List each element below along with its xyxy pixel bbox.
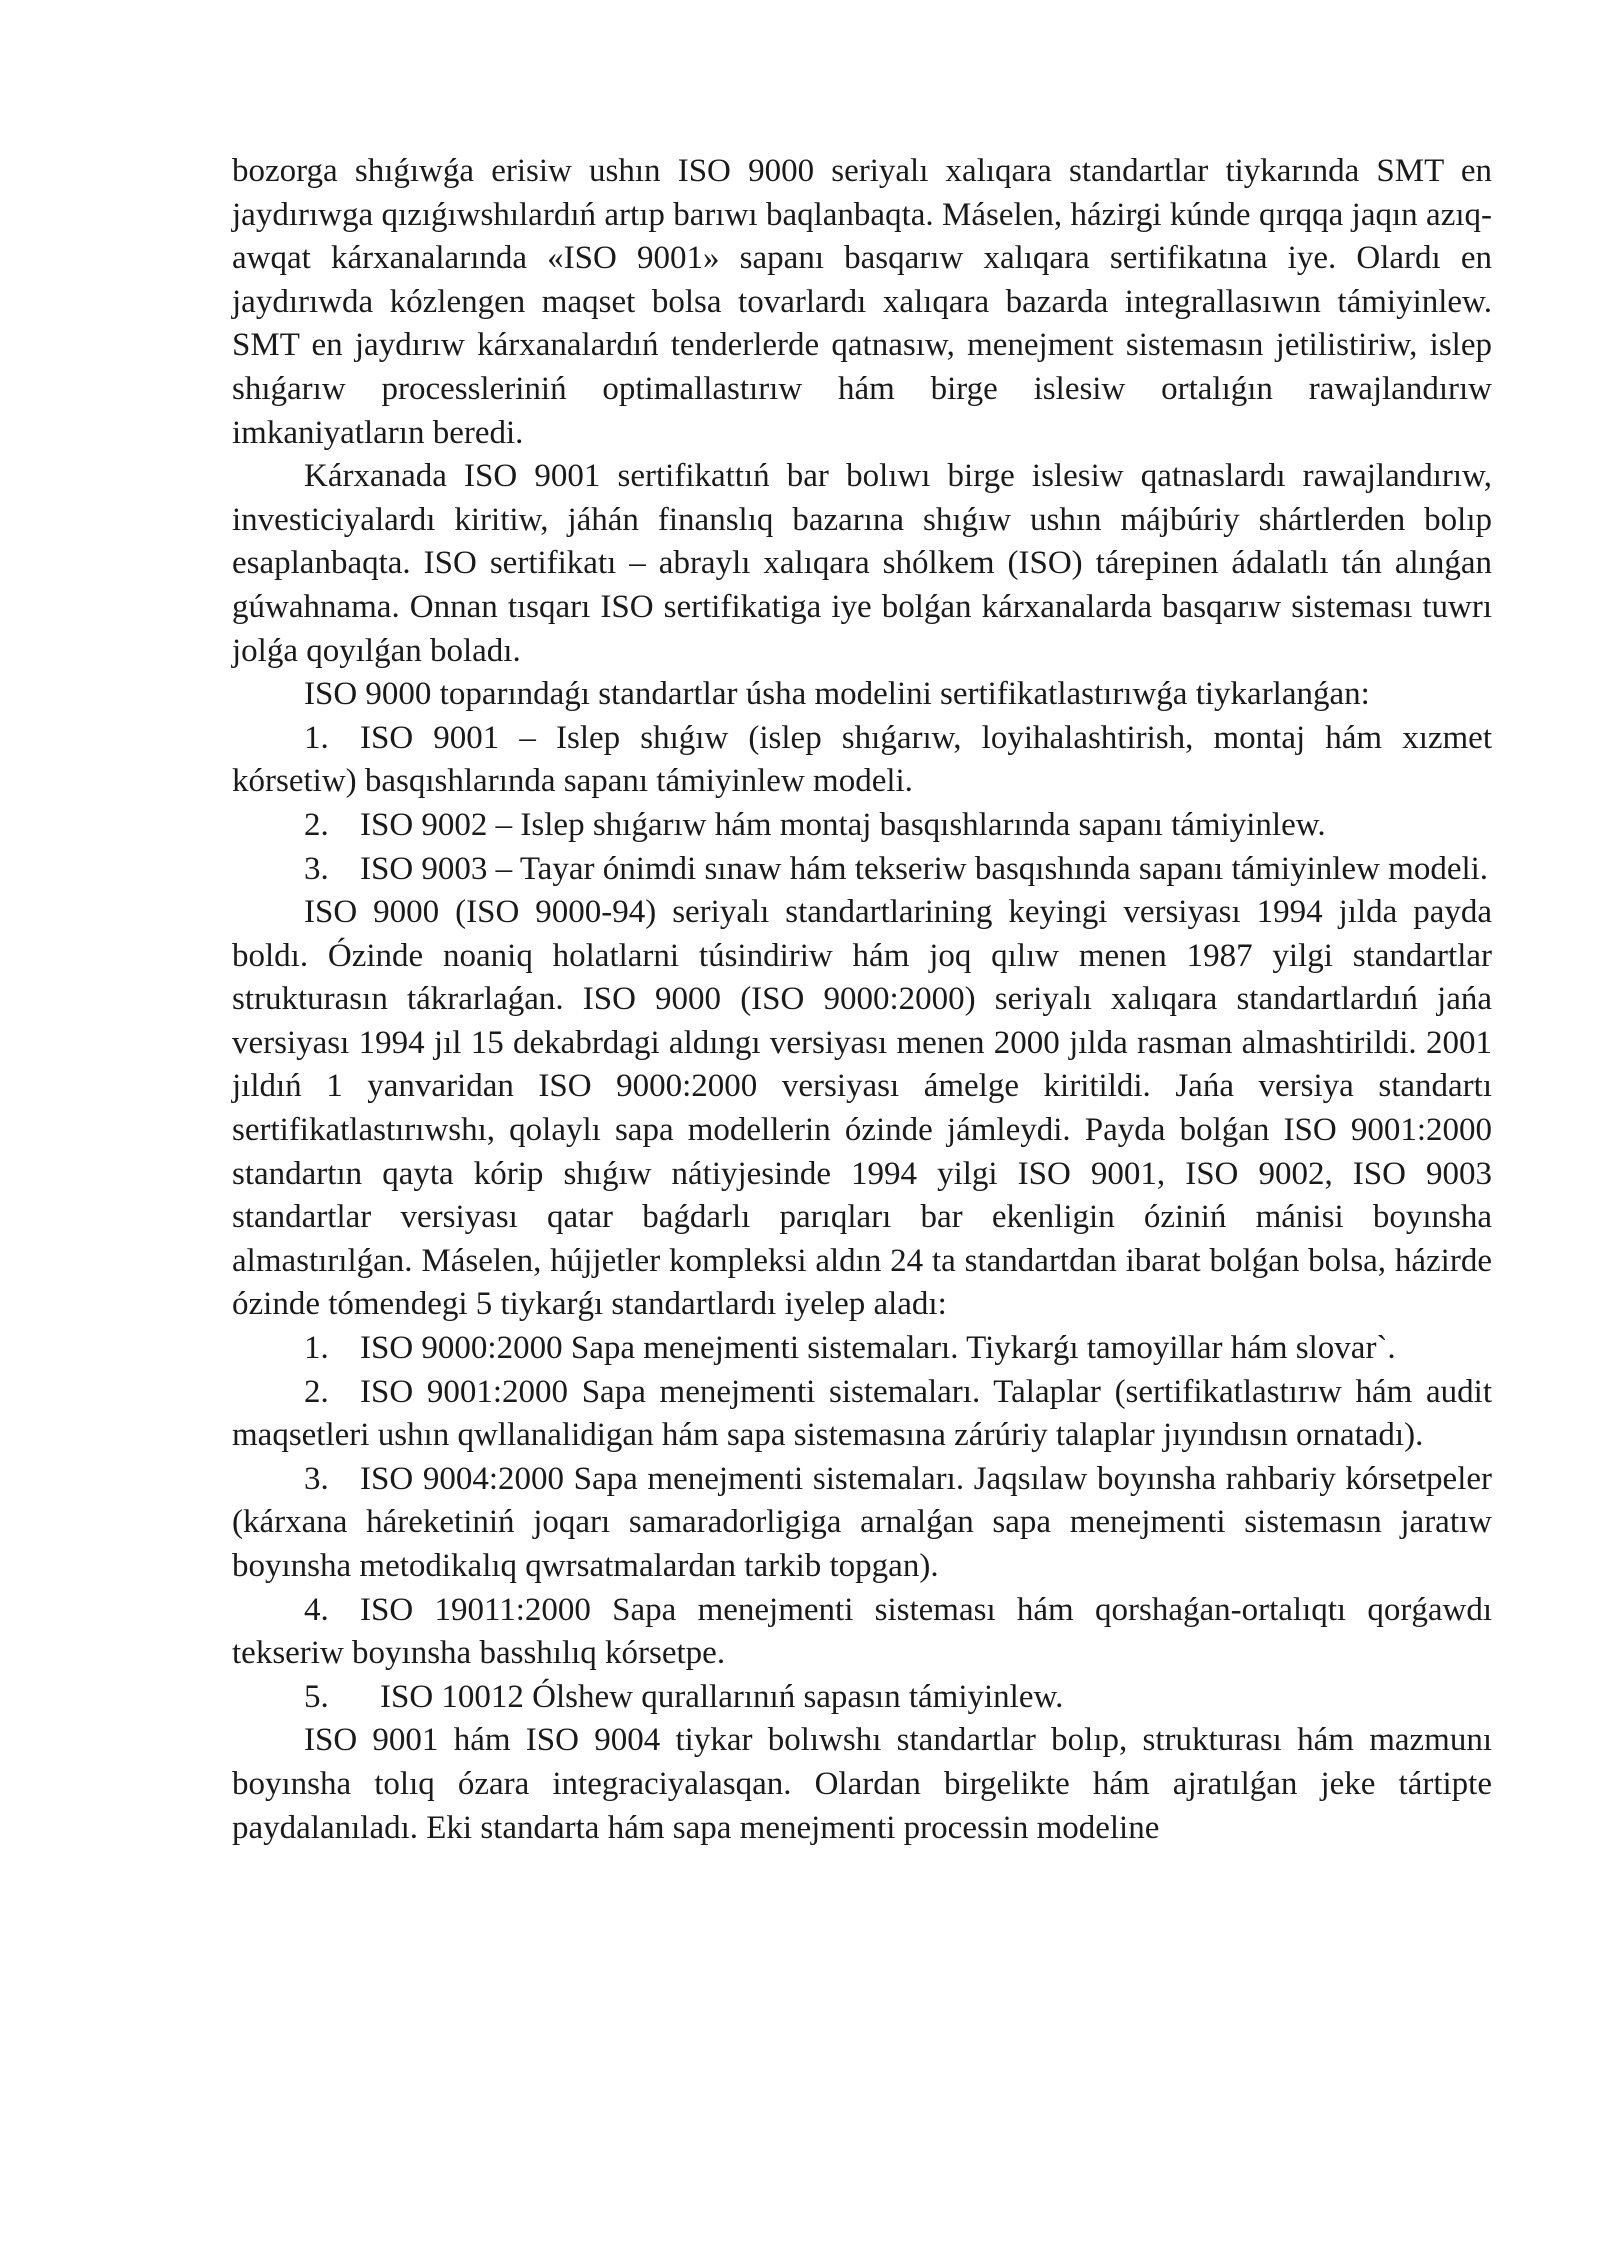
list-item-text: ISO 9000:2000 Sapa menejmenti sistemaları. Tiykarǵı tamoyillar hám slovar`. [360, 1330, 1396, 1367]
document-page [232, 150, 1492, 1850]
list-item-text: ISO 9004:2000 Sapa menejmenti sistemaları. Jaqsılaw boyınsha rahbariy kórsetpeler (kárxana háreketiniń joqarı samaradorligiga arnalǵan sapa menejmenti sistemasın jaratıw boyınsha metodikalıq qwrsatmalardan tarkib topgan). [232, 1460, 1492, 1584]
list-item [232, 1589, 1492, 1676]
list-item [232, 1458, 1492, 1589]
paragraph-iso-certificate: Kárxanada ISO 9001 sertifikattıń bar bolıwı birge islesiw qatnaslardı rawajlandırıw, investiciyalardı kiritiw, jáhán finanslıq bazarına shıǵıw ushın májbúriy shártlerden bolıp esaplanbaqta. ISO sertifikatı – abraylı xalıqara shólkem (ISO) tárepinen ádalatlı tán alınǵan gúwahnama. Onnan tısqarı ISO sertifikatiga iye bolǵan kárxanalarda basqarıw sisteması tuwrı jolǵa qoyılǵan boladı. [232, 458, 1492, 669]
list-item-text: ISO 10012 Ólshew qurallarınıń sapasın támiyinlew. [380, 1678, 1064, 1715]
list-item-number: 1. [304, 1330, 329, 1367]
paragraph-iso-9001-9004: ISO 9001 hám ISO 9004 tiykar bolıwshı standartlar bolıp, strukturası hám mazmunı boyınsha tolıq ózara integraciyalasqan. Olardan birgelikte hám ajratılǵan jeke tártipte paydalanıladı. Eki standarta hám sapa menejmenti processin modeline [232, 1722, 1492, 1846]
list-item-number: 1. [304, 719, 329, 756]
list-item [232, 717, 1492, 804]
list-item-text: ISO 9003 – Tayar ónimdi sınaw hám tekseriw basqıshında sapanı támiyinlew modeli. [360, 850, 1489, 887]
list-item-text: ISO 9002 – Islep shıǵarıw hám montaj basqıshlarında sapanı támiyinlew. [360, 806, 1326, 843]
list-item [232, 1676, 1492, 1720]
paragraph-iso-9000-group: ISO 9000 toparındaǵı standartlar úsha modelini sertifikatlastırıwǵa tiykarlanǵan: [304, 676, 1370, 713]
list-item-text: ISO 9001:2000 Sapa menejmenti sistemaları. Talaplar (sertifikatlastırıw hám audit maqsetleri ushın qwllanalidigan hám sapa sistemasına zárúriy talaplar jıyındısın ornatadı). [232, 1373, 1492, 1454]
list-item-text: ISO 9001 – Islep shıǵıw (islep shıǵarıw, loyihalashtirish, montaj hám xızmet kórsetiw) basqıshlarında sapanı támiyinlew modeli. [232, 719, 1492, 800]
list-item-number: 3. [304, 850, 329, 887]
list-item [232, 1371, 1492, 1458]
list-item [232, 1327, 1492, 1371]
list-item-number: 2. [304, 1373, 329, 1410]
list-item-number: 2. [304, 806, 329, 843]
list-item-number: 4. [304, 1591, 329, 1628]
list-item [232, 848, 1492, 892]
list-item-text: ISO 19011:2000 Sapa menejmenti sisteması hám qorshaǵan-ortalıqtı qorǵawdı tekseriw boyınsha basshılıq kórsetpe. [232, 1591, 1492, 1672]
list-item [232, 804, 1492, 848]
list-item-number: 3. [304, 1460, 329, 1497]
paragraph-intro: bozorga shıǵıwǵa erisiw ushın ISO 9000 seriyalı xalıqara standartlar tiykarında SMT en jaydırıwga qızıǵıwshılardıń artıp barıwı baqlanbaqta. Máselen, házirgi kúnde qırqqa jaqın azıq-awqat kárxanalarında «ISO 9001» sapanı basqarıw xalıqara sertifikatına iye. Olardı en jaydırıwda kózlengen maqset bolsa tovarlardı xalıqara bazarda integrallasıwın támiyinlew. SMT en jaydırıw kárxanalardıń tenderlerde qatnasıw, menejment sistemasın jetilistiriw, islep shıǵarıw processleriniń optimallastırıw hám birge islesiw ortalıǵın rawajlandırıw imkaniyatların beredi. [232, 153, 1492, 451]
list-item-number: 5. [304, 1678, 329, 1715]
paragraph-versions: ISO 9000 (ISO 9000-94) seriyalı standartlarining keyingi versiyası 1994 jılda payda boldı. Ózinde noaniq holatlarni túsindiriw hám joq qılıw menen 1987 yilgi standartlar strukturasın tákrarlaǵan. ISO 9000 (ISO 9000:2000) seriyalı xalıqara standartlardıń jańa versiyası 1994 jıl 15 dekabrdagi aldıngı versiyası menen 2000 jılda rasman almashtirildi. 2001 jıldıń 1 yanvaridan ISO 9000:2000 versiyası ámelge kiritildi. Jańa versiya standartı sertifikatlastırıwshı, qolaylı sapa modellerin ózinde jámleydi. Payda bolǵan ISO 9001:2000 standartın qayta kórip shıǵıw nátiyjesinde 1994 yilgi ISO 9001, ISO 9002, ISO 9003 standartlar versiyası qatar baǵdarlı parıqları bar ekenligin óziniń mánisi boyınsha almastırılǵan. Máselen, hújjetler kompleksi aldın 24 ta standartdan ibarat bolǵan bolsa, házirde ózinde tómendegi 5 tiykarǵı standartlardı iyelep aladı: [232, 894, 1492, 1323]
